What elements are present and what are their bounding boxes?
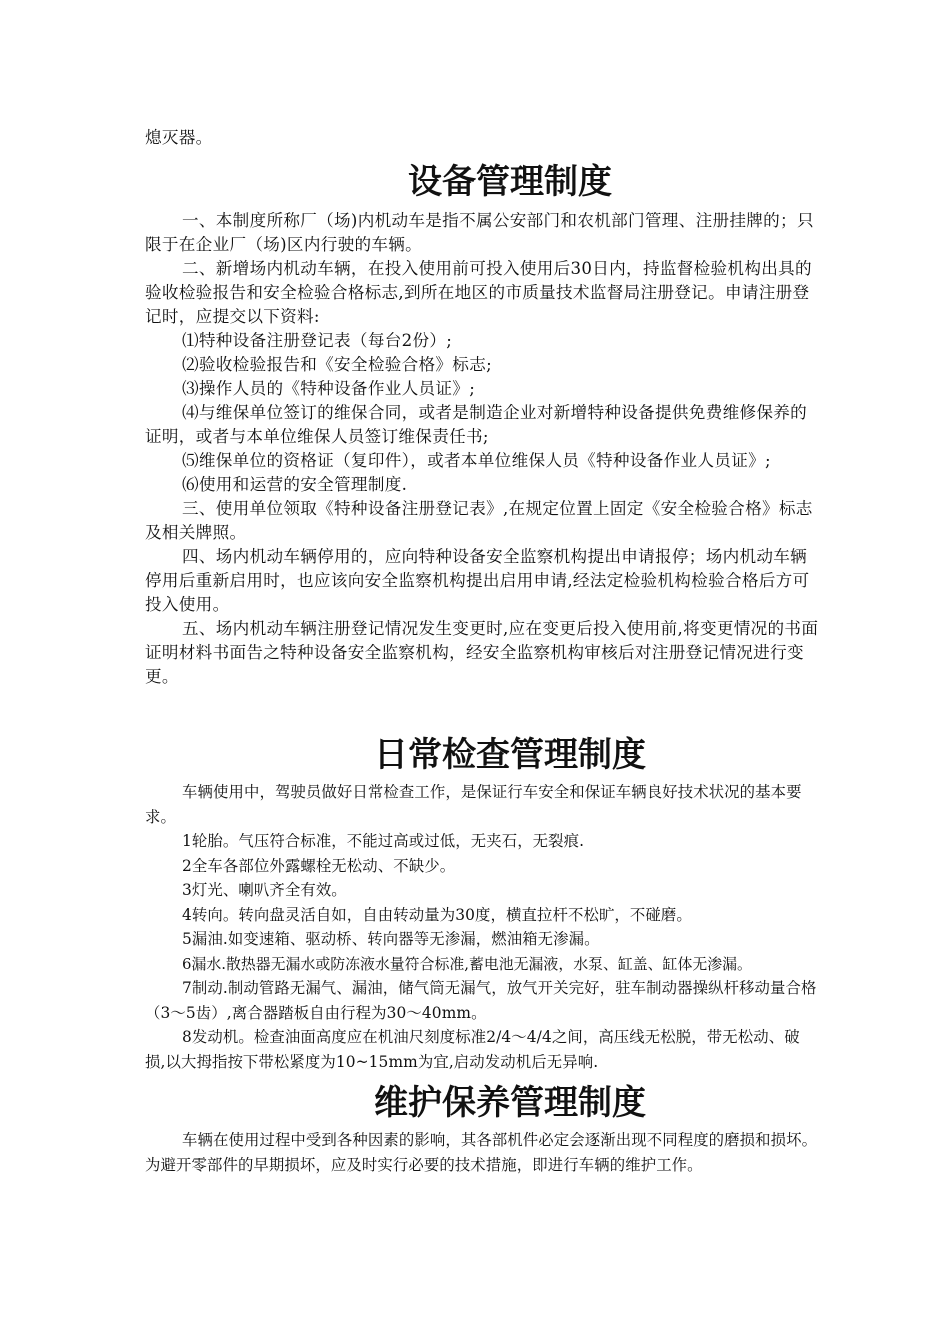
paragraph: 一、本制度所称厂（场)内机动车是指不属公安部门和农机部门管理、注册挂牌的；只限于在企业厂（场)区内行驶的车辆。 bbox=[145, 211, 814, 254]
list-item: ⑷与维保单位签订的维保合同，或者是制造企业对新增特种设备提供免费维修保养的证明，或者与本单位维保人员签订维保责任书; bbox=[145, 403, 808, 446]
paragraph: 三、使用单位领取《特种设备注册登记表》,在规定位置上固定《安全检验合格》标志及相关牌照。 bbox=[145, 499, 813, 542]
list-item: 7制动.制动管路无漏气、漏油，储气筒无漏气，放气开关完好，驻车制动器操纵杆移动量合格（3～5齿）,离合器踏板自由行程为30～40mm。 bbox=[145, 979, 817, 1022]
section-body-daily-inspection bbox=[145, 780, 820, 1074]
list-item: ⑹使用和运营的安全管理制度. bbox=[182, 475, 408, 494]
list-item: 8发动机。检查油面高度应在机油尺刻度标准2/4～4/4之间，高压线无松脱，带无松动、破损,以大拇指按下带松紧度为10~15mm为宜,启动发动机后无异响. bbox=[145, 1028, 800, 1071]
list-item: 4转向。转向盘灵活自如，自由转动量为30度，横直拉杆不松旷，不碰磨。 bbox=[182, 905, 692, 924]
list-item: ⑶操作人员的《特种设备作业人员证》; bbox=[182, 379, 476, 398]
section-body-equipment bbox=[145, 209, 820, 689]
list-item: ⑵验收检验报告和《安全检验合格》标志; bbox=[182, 355, 492, 374]
section-title-maintenance: 维护保养管理制度 bbox=[374, 1083, 646, 1123]
continuation-text: 熄灭器。 bbox=[145, 128, 213, 147]
paragraph: 车辆在使用过程中受到各种因素的影响，其各部机件必定会逐渐出现不同程度的磨损和损坏。为避开零部件的早期损坏，应及时实行必要的技术措施，即进行车辆的维护工作。 bbox=[145, 1131, 818, 1174]
list-item: ⑸维保单位的资格证（复印件），或者本单位维保人员《特种设备作业人员证》; bbox=[182, 451, 771, 470]
list-item: 2全车各部位外露螺栓无松动、不缺少。 bbox=[182, 856, 456, 875]
section-body-maintenance bbox=[145, 1128, 820, 1177]
list-item: 1轮胎。气压符合标准，不能过高或过低，无夹石，无裂痕. bbox=[182, 832, 585, 850]
paragraph: 五、场内机动车辆注册登记情况发生变更时,应在变更后投入使用前,将变更情况的书面证明材料书面告之特种设备安全监察机构，经安全监察机构审核后对注册登记情况进行变更。 bbox=[145, 619, 819, 686]
section-title-equipment: 设备管理制度 bbox=[408, 162, 612, 202]
list-item: 6漏水.散热器无漏水或防冻液水量符合标准,蓄电池无漏液，水泵、缸盖、缸体无渗漏。 bbox=[182, 954, 752, 973]
list-item: 5漏油.如变速箱、驱动桥、转向器等无渗漏，燃油箱无渗漏。 bbox=[182, 930, 600, 948]
paragraph: 四、场内机动车辆停用的，应向特种设备安全监察机构提出申请报停；场内机动车辆停用后重新启用时，也应该向安全监察机构提出启用申请,经法定检验机构检验合格后方可投入使用。 bbox=[145, 547, 810, 614]
list-item: 3灯光、喇叭齐全有效。 bbox=[182, 881, 347, 899]
paragraph: 车辆使用中，驾驶员做好日常检查工作，是保证行车安全和保证车辆良好技术状况的基本要求。 bbox=[145, 783, 802, 826]
list-item: ⑴特种设备注册登记表（每台2份）; bbox=[182, 331, 453, 350]
section-title-daily-inspection: 日常检查管理制度 bbox=[374, 735, 646, 775]
paragraph: 二、新增场内机动车辆，在投入使用前可投入使用后30日内，持监督检验机构出具的验收检验报告和安全检验合格标志,到所在地区的市质量技术监督局注册登记。申请注册登记时，应提交以下资料: bbox=[145, 259, 812, 326]
